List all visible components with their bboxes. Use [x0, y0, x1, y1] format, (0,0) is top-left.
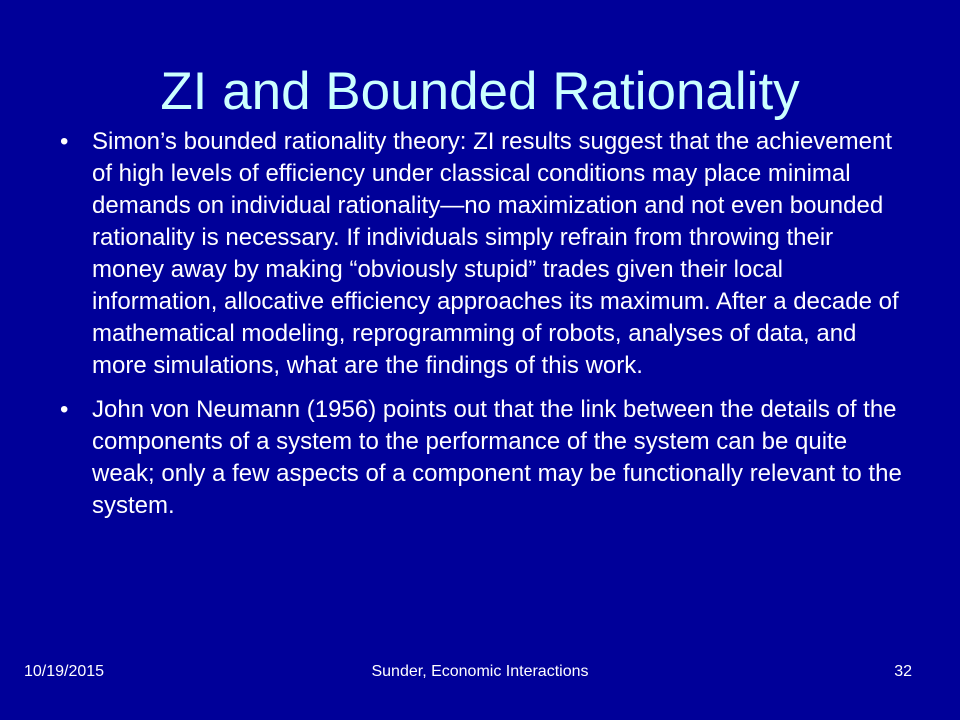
bullet-item: [60, 394, 910, 522]
page-number: 32: [894, 663, 912, 680]
bullet-text: John von Neumann (1956) points out that the link between the details of the components of a system to the performance of the system can be quite weak; only a few aspects of a component may be functionally relevant to the system.: [92, 396, 902, 519]
bullet-list: [60, 126, 910, 534]
footer-date: 10/19/2015: [24, 663, 105, 680]
slide-title: ZI and Bounded Rationality: [160, 62, 800, 121]
bullet-dot-icon: •: [60, 128, 69, 155]
bullet-item: [60, 126, 910, 382]
footer-center-text: Sunder, Economic Interactions: [371, 663, 589, 680]
bullet-text: Simon’s bounded rationality theory: ZI results suggest that the achievement of high levels of efficiency under classical conditions may place minimal demands on individual rationality—no maximization and not even bounded rationality is necessary. If individuals simply refrain from throwing their money away by making “obviously stupid” trades given their local information, allocative efficiency approaches its maximum. After a decade of mathematical modeling, reprogramming of robots, analyses of data, and more simulations, what are the findings of this work.: [92, 128, 899, 379]
bullet-dot-icon: •: [60, 396, 69, 423]
